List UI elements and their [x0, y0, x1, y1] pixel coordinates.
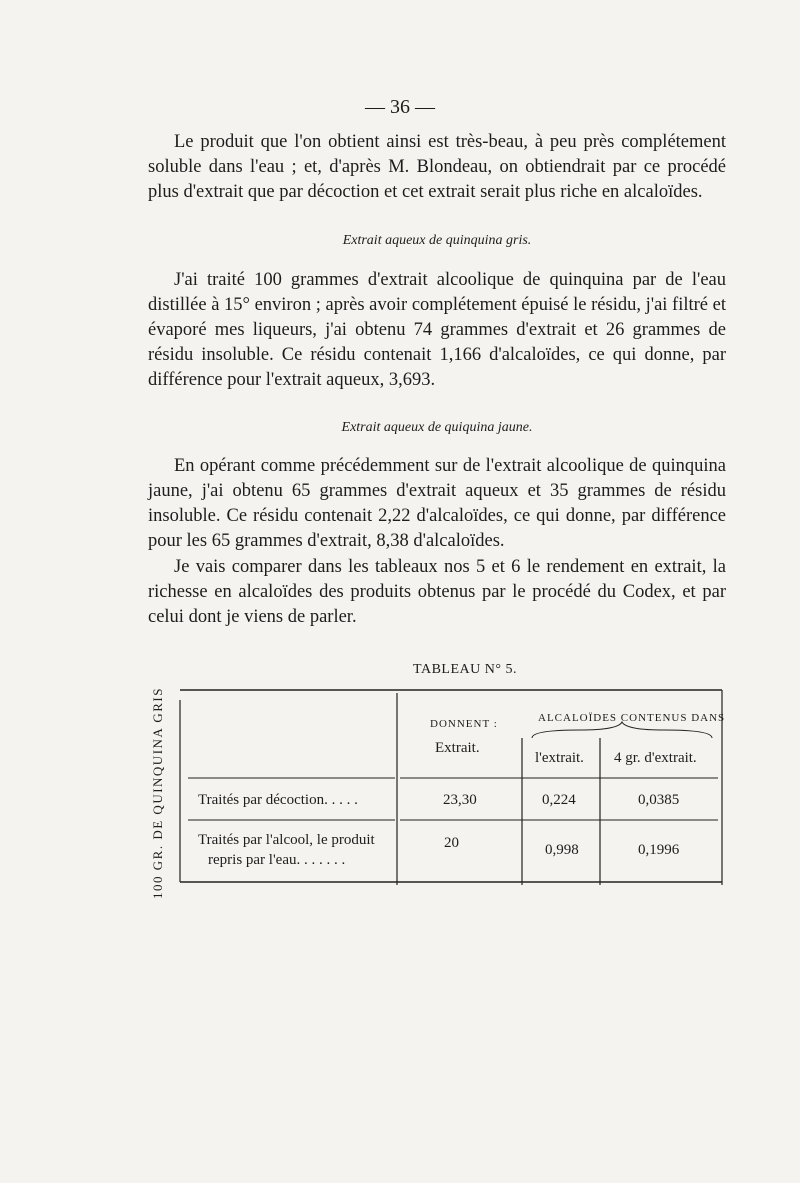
row2-lextrait-value: 0,998 [545, 842, 579, 858]
row1-4gr-value: 0,0385 [638, 792, 680, 808]
row2-extrait-value: 20 [444, 835, 459, 851]
row1-extrait-value: 23,30 [443, 792, 477, 808]
table-title: TABLEAU N° 5. [413, 662, 517, 677]
heading-quinquina-jaune: Extrait aqueux de quiquina jaune. [341, 420, 533, 435]
header-lextrait: l'extrait. [535, 750, 584, 766]
table-side-label: 100 GR. DE QUINQUINA GRIS [150, 687, 165, 899]
header-alcaloides: ALCALOÏDES CONTENUS DANS [538, 712, 726, 724]
page-number: — 36 — [365, 96, 435, 118]
header-donnent: DONNENT : [430, 718, 498, 730]
paragraph-1-text: Le produit que l'on obtient ainsi est très-beau, à peu près complétement soluble dans l'eau ; et, d'après M. Blondeau, on obtiendrait par ce procédé plus d'extrait que par décoction et cet extrait serait plus riche en alcaloïdes. [148, 132, 726, 202]
row2-label-line1: Traités par l'alcool, le produit [198, 832, 375, 848]
heading-quinquina-gris: Extrait aqueux de quinquina gris. [342, 233, 532, 248]
row1-lextrait-value: 0,224 [542, 792, 576, 808]
row1-label: Traités par décoction. . . . . [198, 792, 358, 808]
header-4gr-extrait: 4 gr. d'extrait. [614, 750, 697, 766]
row2-label-line2: repris par l'eau. . . . . . . [208, 852, 346, 868]
paragraph-3-text: En opérant comme précédemment sur de l'extrait alcoolique de quinquina jaune, j'ai obtenu 65 grammes d'extrait aqueux et 35 grammes de résidu insoluble. Ce résidu contenait 2,22 d'alcaloïdes, ce qui donne, par différence pour les 65 grammes d'extrait, 8,38 d'alcaloïdes. [148, 456, 726, 551]
paragraph-4-text: Je vais comparer dans les tableaux nos 5 et 6 le rendement en extrait, la richesse en alcaloïdes des produits obtenus par le procédé du Codex, et par celui dont je viens de parler. [148, 557, 726, 627]
header-extrait: Extrait. [435, 740, 480, 756]
paragraph-2-text: J'ai traité 100 grammes d'extrait alcoolique de quinquina par de l'eau distillée à 15° environ ; après avoir complétement épuisé le résidu, j'ai filtré et évaporé mes liqueurs, j'ai obtenu 74 grammes d'extrait et 26 grammes de résidu insoluble. Ce résidu contenait 1,166 d'alcaloïdes, ce qui donne, par différence pour l'extrait aqueux, 3,693. [148, 270, 726, 390]
row2-4gr-value: 0,1996 [638, 842, 680, 858]
